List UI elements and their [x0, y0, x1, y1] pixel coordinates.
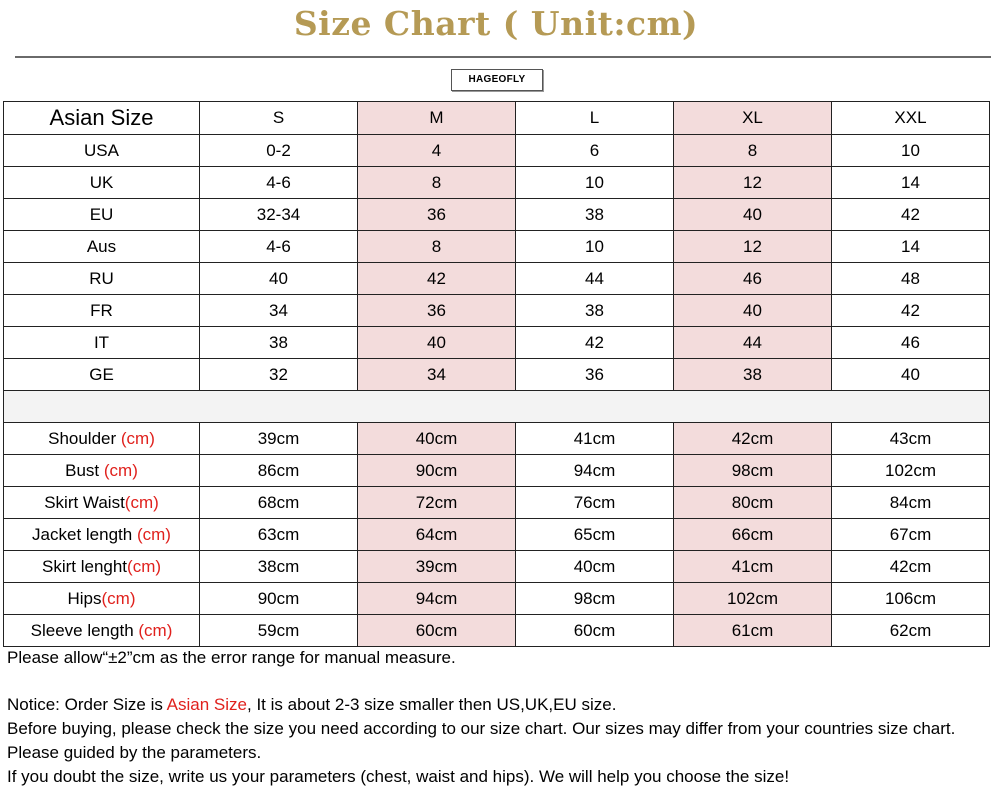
- title-divider: [15, 56, 991, 58]
- table-cell: 38: [200, 327, 358, 359]
- table-cell: 44: [674, 327, 832, 359]
- table-cell: 12: [674, 231, 832, 263]
- table-cell: 76cm: [516, 487, 674, 519]
- table-cell: 48: [832, 263, 990, 295]
- row-label-cell: [4, 487, 200, 519]
- table-cell: 8: [358, 231, 516, 263]
- table-cell: 61cm: [674, 615, 832, 647]
- table-row: [4, 199, 990, 231]
- brand-logo: HAGEOFLY: [451, 69, 543, 91]
- table-cell: 38cm: [200, 551, 358, 583]
- row-label-text: Hips: [67, 588, 102, 608]
- table-cell: 42cm: [832, 551, 990, 583]
- row-label-cell: [4, 423, 200, 455]
- table-row: [4, 423, 990, 455]
- table-cell: 42: [358, 263, 516, 295]
- table-cell: 0-2: [200, 135, 358, 167]
- table-row: [4, 135, 990, 167]
- table-cell: 84cm: [832, 487, 990, 519]
- unit-label: (cm): [124, 492, 159, 512]
- row-label-cell: USA: [4, 135, 200, 167]
- header-size-cell: S: [200, 102, 358, 135]
- row-label-text: Skirt Waist: [44, 492, 125, 512]
- table-spacer-row: [4, 391, 990, 423]
- row-label-cell: GE: [4, 359, 200, 391]
- table-cell: 98cm: [674, 455, 832, 487]
- table-row: [4, 327, 990, 359]
- table-row: [4, 551, 990, 583]
- table-cell: 38: [516, 295, 674, 327]
- header-size-cell: M: [358, 102, 516, 135]
- header-size-cell: L: [516, 102, 674, 135]
- table-cell: 14: [832, 167, 990, 199]
- table-cell: 34: [358, 359, 516, 391]
- row-label-cell: [4, 551, 200, 583]
- table-cell: 65cm: [516, 519, 674, 551]
- table-cell: 6: [516, 135, 674, 167]
- row-label-text: Jacket length: [32, 524, 137, 544]
- table-cell: 32-34: [200, 199, 358, 231]
- table-row: [4, 167, 990, 199]
- table-cell: 42: [832, 199, 990, 231]
- table-cell: 72cm: [358, 487, 516, 519]
- table-cell: 98cm: [516, 583, 674, 615]
- table-cell: 14: [832, 231, 990, 263]
- row-label-cell: [4, 583, 200, 615]
- row-label-text: Sleeve length: [30, 620, 139, 640]
- table-cell: 34: [200, 295, 358, 327]
- table-header-row: [4, 102, 990, 135]
- unit-label: (cm): [101, 588, 136, 608]
- table-cell: 36: [358, 295, 516, 327]
- table-row: [4, 487, 990, 519]
- table-cell: 66cm: [674, 519, 832, 551]
- table-cell: 39cm: [200, 423, 358, 455]
- table-cell: 80cm: [674, 487, 832, 519]
- table-row: [4, 519, 990, 551]
- table-cell: 94cm: [358, 583, 516, 615]
- table-cell: 36: [516, 359, 674, 391]
- table-row: [4, 263, 990, 295]
- table-cell: 36: [358, 199, 516, 231]
- row-label-cell: [4, 455, 200, 487]
- table-cell: 40cm: [358, 423, 516, 455]
- unit-label: (cm): [136, 524, 171, 544]
- table-cell: 39cm: [358, 551, 516, 583]
- row-label-cell: EU: [4, 199, 200, 231]
- unit-label: (cm): [103, 460, 138, 480]
- error-range-note: Please allow“±2”cm as the error range for manual measure.: [7, 648, 456, 667]
- row-label-cell: [4, 519, 200, 551]
- table-cell: 106cm: [832, 583, 990, 615]
- table-cell: 8: [358, 167, 516, 199]
- unit-label: (cm): [138, 620, 173, 640]
- table-cell: 46: [832, 327, 990, 359]
- before-buying-note: Before buying, please check the size you need according to our size chart. Our sizes may differ from your countries size chart. Please guided by the parameters.: [7, 719, 956, 762]
- table-cell: 67cm: [832, 519, 990, 551]
- table-cell: 32: [200, 359, 358, 391]
- table-cell: 46: [674, 263, 832, 295]
- row-label-text: Skirt lenght: [41, 556, 128, 576]
- notice-suffix: , It is about 2-3 size smaller then US,UK,EU size.: [247, 695, 617, 714]
- table-cell: 10: [516, 231, 674, 263]
- table-cell: 41cm: [674, 551, 832, 583]
- table-cell: 10: [832, 135, 990, 167]
- table-cell: 64cm: [358, 519, 516, 551]
- row-label-cell: IT: [4, 327, 200, 359]
- row-label-cell: UK: [4, 167, 200, 199]
- spacer-cell: [4, 391, 990, 423]
- table-row: [4, 359, 990, 391]
- table-cell: 10: [516, 167, 674, 199]
- table-cell: 43cm: [832, 423, 990, 455]
- table-cell: 38: [674, 359, 832, 391]
- header-size-cell: XL: [674, 102, 832, 135]
- row-label-cell: Aus: [4, 231, 200, 263]
- table-cell: 8: [674, 135, 832, 167]
- table-cell: 102cm: [674, 583, 832, 615]
- table-cell: 59cm: [200, 615, 358, 647]
- table-cell: 42cm: [674, 423, 832, 455]
- header-size-cell: XXL: [832, 102, 990, 135]
- table-row: [4, 583, 990, 615]
- table-row: [4, 231, 990, 263]
- doubt-note: If you doubt the size, write us your parameters (chest, waist and hips). We will help you choose the size!: [7, 767, 790, 786]
- table-cell: 41cm: [516, 423, 674, 455]
- notice-line: [7, 693, 987, 717]
- table-cell: 40: [200, 263, 358, 295]
- table-cell: 4-6: [200, 231, 358, 263]
- row-label-cell: RU: [4, 263, 200, 295]
- unit-label: (cm): [127, 556, 162, 576]
- notice-highlight: Asian Size: [166, 695, 247, 714]
- table-cell: 60cm: [358, 615, 516, 647]
- table-cell: 86cm: [200, 455, 358, 487]
- row-label-text: Shoulder: [48, 428, 121, 448]
- table-cell: 60cm: [516, 615, 674, 647]
- header-label-cell: Asian Size: [4, 102, 200, 135]
- table-cell: 12: [674, 167, 832, 199]
- table-cell: 40: [674, 199, 832, 231]
- table-cell: 40cm: [516, 551, 674, 583]
- table-cell: 68cm: [200, 487, 358, 519]
- table-cell: 42: [832, 295, 990, 327]
- table-cell: 94cm: [516, 455, 674, 487]
- table-cell: 40: [358, 327, 516, 359]
- table-cell: 4-6: [200, 167, 358, 199]
- page-title: Size Chart ( Unit:cm): [293, 4, 699, 43]
- table-cell: 90cm: [200, 583, 358, 615]
- table-cell: 63cm: [200, 519, 358, 551]
- row-label-cell: [4, 615, 200, 647]
- table-cell: 40: [832, 359, 990, 391]
- table-cell: 38: [516, 199, 674, 231]
- table-row: [4, 295, 990, 327]
- row-label-text: Bust: [65, 460, 104, 480]
- unit-label: (cm): [120, 428, 155, 448]
- row-label-cell: FR: [4, 295, 200, 327]
- table-cell: 62cm: [832, 615, 990, 647]
- table-row: [4, 615, 990, 647]
- table-cell: 40: [674, 295, 832, 327]
- size-chart-table: [3, 101, 990, 647]
- table-cell: 42: [516, 327, 674, 359]
- table-cell: 102cm: [832, 455, 990, 487]
- table-cell: 4: [358, 135, 516, 167]
- notice-prefix: Notice: Order Size is: [7, 695, 167, 714]
- table-cell: 44: [516, 263, 674, 295]
- table-row: [4, 455, 990, 487]
- table-cell: 90cm: [358, 455, 516, 487]
